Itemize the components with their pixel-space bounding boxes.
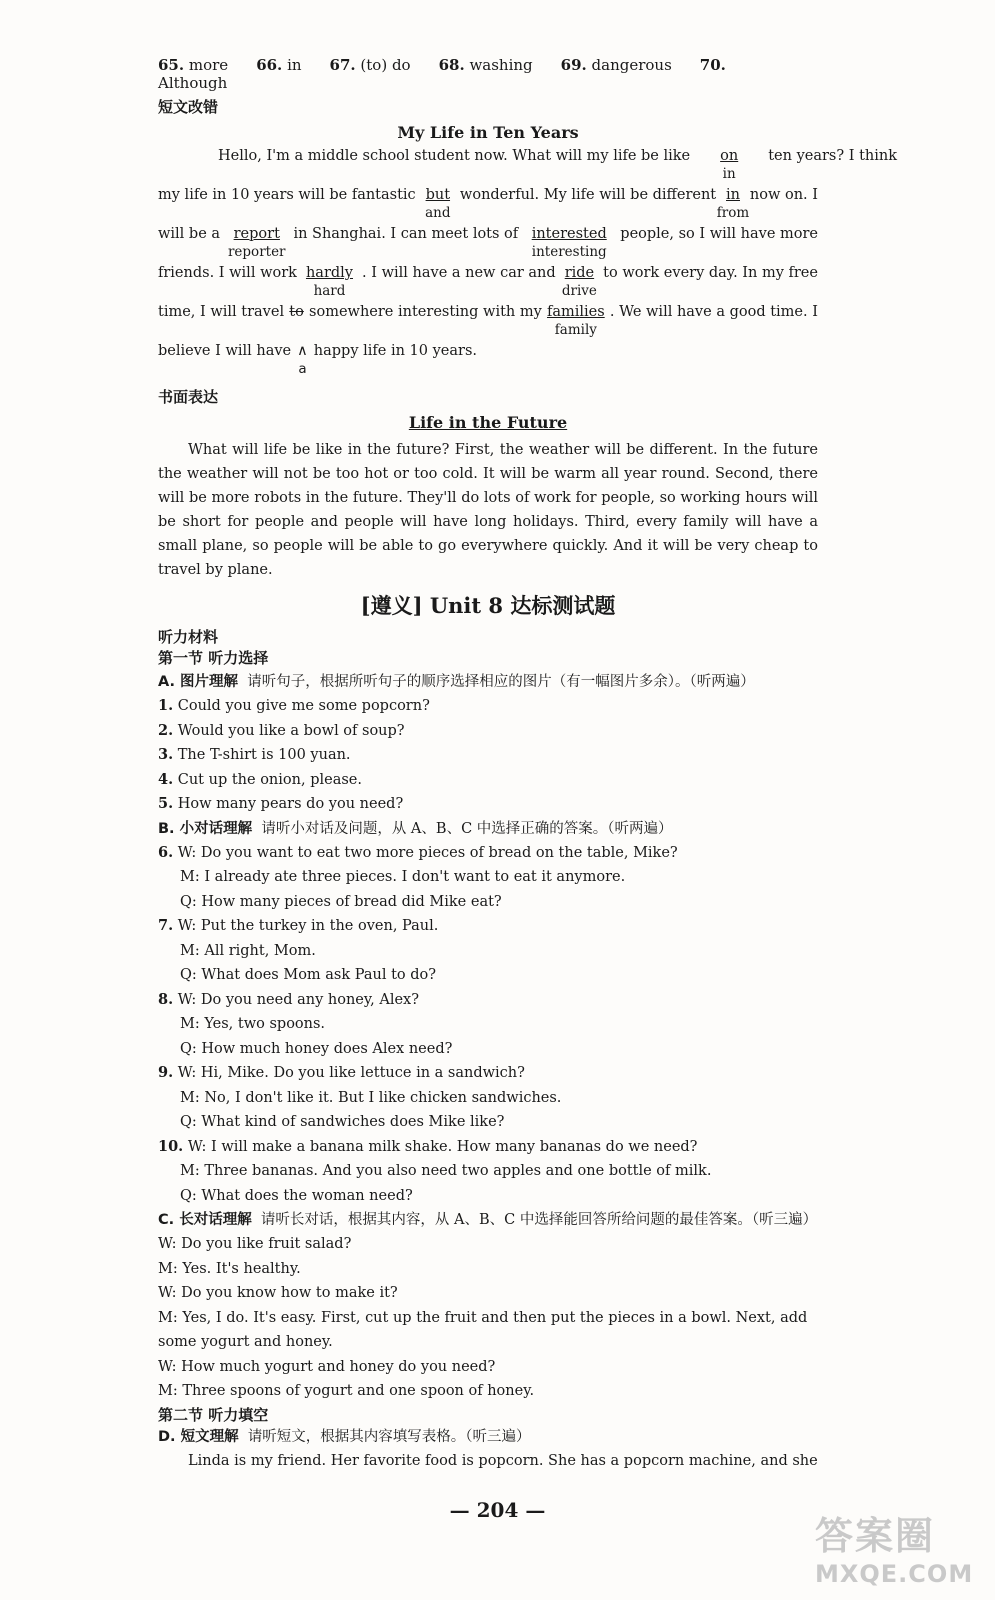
dialogue-line — [158, 1135, 818, 1160]
dialogue-line — [158, 890, 818, 915]
watermark-top: 答案圈 — [815, 1514, 936, 1558]
question-number: 6. — [158, 843, 174, 861]
part-d-instruction — [158, 1425, 818, 1449]
dialogue-line — [158, 1086, 818, 1111]
answer-number: 70. — [699, 56, 726, 74]
dialogue-text: Q: What does the woman need? — [180, 1187, 413, 1204]
text-segment: believe I will have — [158, 343, 292, 359]
question-number: 7. — [158, 917, 174, 934]
writing-body: What will life be like in the future? First, the weather will be different. In the future the weather will not be too hot or too cold. It will be warm all year round. Second, there will be more robots in the future. They'll do lots of work for people, so working hours will be short for people and people will have long holidays. Third, every family will have a small plane, so people will be able to go everywhere quickly. And it will be very cheap to travel by plane. — [158, 442, 818, 578]
dialogue-line — [158, 1037, 818, 1062]
text-segment: Hello, I'm a middle school student now. What will my life be like — [218, 148, 691, 164]
question-item — [158, 768, 818, 793]
text-segment: people, so I will have more — [620, 226, 818, 242]
dialogue-line — [158, 1012, 818, 1037]
part-a-instruction — [158, 670, 818, 694]
dialogue-line — [158, 1061, 818, 1086]
answer-text: dangerous — [586, 56, 672, 74]
dialogue-text: Q: What does Mom ask Paul to do? — [180, 967, 437, 983]
section2-header: 第二节 听力填空 — [158, 1405, 269, 1424]
question-number: 10. — [158, 1137, 184, 1155]
proof-line — [158, 187, 818, 226]
text-segment: now on. I — [749, 187, 818, 203]
answer-item — [256, 56, 315, 74]
dialogue-line: W: Do you like fruit salad? — [158, 1236, 352, 1252]
correction: in — [722, 166, 736, 182]
dialogue-line — [158, 841, 818, 866]
part-d-label: D. 短文理解 — [158, 1428, 239, 1445]
writing-header: 书面表达 — [158, 388, 219, 406]
dialogue-line — [158, 963, 818, 988]
question-number: 2. — [158, 721, 174, 739]
dialogue-text: M: Yes, two spoons. — [180, 1016, 326, 1032]
dialogue-text: M: All right, Mom. — [180, 942, 316, 959]
dialogue-line — [158, 939, 818, 964]
dialogue-line: W: Do you know how to make it? — [158, 1285, 398, 1301]
error-word: ride drive — [561, 265, 597, 299]
proof-line — [158, 304, 818, 343]
dialogue-text: W: Do you want to eat two more pieces of bread on the table, Mike? — [173, 844, 678, 861]
question-item — [158, 792, 818, 817]
answer-item — [439, 56, 547, 74]
part-b-label: B. 小对话理解 — [158, 820, 253, 837]
dialogue-text: Q: What kind of sandwiches does Mike like? — [180, 1114, 505, 1130]
text-segment: in Shanghai. I can meet lots of — [293, 226, 519, 242]
answer-number: 65. — [158, 56, 185, 74]
text-segment: . I will have a new car and — [362, 265, 556, 281]
dialogue-line — [158, 988, 818, 1013]
error-word: interested interesting — [531, 226, 607, 260]
part-d-desc: 请听短文，根据其内容填写表格。（听三遍） — [247, 1428, 531, 1445]
error-word: but and — [425, 187, 451, 221]
correction: from — [716, 205, 750, 221]
proofreading-passage — [158, 148, 898, 382]
correction: reporter — [227, 244, 286, 260]
dialogue-text: W: I will make a banana milk shake. How many bananas do we need? — [183, 1138, 698, 1155]
correction: drive — [561, 283, 597, 299]
text-segment: will be a — [158, 226, 221, 242]
part-a-items — [158, 694, 818, 817]
error-word: hardly hard — [305, 265, 353, 299]
dialogue-line — [158, 865, 818, 890]
question-item — [158, 694, 818, 719]
dialogue-line: W: How much yogurt and honey do you need? — [158, 1358, 496, 1375]
text-segment: friends. I will work — [158, 265, 297, 281]
answer-text: (to) do — [355, 56, 411, 74]
correction: a — [298, 361, 307, 377]
proofreading-header: 短文改错 — [158, 98, 219, 116]
dialogue-text: W: Do you need any honey, Alex? — [173, 991, 420, 1008]
text-segment: ten years? I think — [768, 148, 898, 164]
answer-text: washing — [464, 56, 533, 74]
deleted-word: to — [289, 304, 304, 320]
question-text: Could you give me some popcorn? — [173, 698, 430, 714]
question-item — [158, 719, 818, 744]
question-number: 5. — [158, 795, 174, 812]
dialogue-line — [158, 914, 818, 939]
text-segment: my life in 10 years will be fantastic — [158, 187, 416, 203]
answer-item — [158, 56, 242, 74]
part-b-items — [158, 841, 818, 1209]
part-b-desc: 请听小对话及问题，从 A、B、C 中选择正确的答案。（听两遍） — [261, 820, 673, 837]
dialogue-line: M: Yes. It's healthy. — [158, 1260, 301, 1277]
proof-line — [158, 343, 818, 382]
watermark-bottom: MXQE.COM — [815, 1560, 974, 1588]
question-text: Cut up the onion, please. — [173, 771, 362, 788]
insert-mark: ∧ a — [297, 343, 308, 377]
proof-line — [158, 265, 818, 304]
part-c-dialogue — [158, 1232, 818, 1404]
unit-title: [遵义] Unit 8 达标测试题 — [360, 593, 616, 618]
error-word: in from — [716, 187, 750, 221]
proofreading-title: My Life in Ten Years — [397, 123, 579, 142]
part-c-label: C. 长对话理解 — [158, 1212, 252, 1228]
answer-key-row — [158, 56, 818, 92]
text-segment: time, I will travel — [158, 304, 285, 320]
part-a-desc: 请听句子，根据所听句子的顺序选择相应的图片（有一幅图片多余）。（听两遍） — [247, 674, 755, 690]
error-word: on in — [690, 148, 738, 164]
correction: and — [425, 205, 451, 221]
answer-number: 66. — [256, 56, 283, 74]
question-number: 8. — [158, 990, 174, 1008]
text-segment: wonderful. My life will be different — [459, 187, 717, 203]
dialogue-line: M: Three spoons of yogurt and one spoon of honey. — [158, 1383, 535, 1399]
answer-number: 67. — [329, 56, 356, 74]
correction: hard — [313, 283, 346, 299]
text-segment: somewhere interesting with my — [309, 304, 542, 320]
question-number: 1. — [158, 697, 174, 714]
page-number: — 204 — — [449, 1498, 546, 1522]
answer-number: 69. — [560, 56, 587, 74]
dialogue-text: W: Put the turkey in the oven, Paul. — [173, 918, 439, 934]
answer-item — [561, 56, 686, 74]
dialogue-line — [158, 1110, 818, 1135]
error-word: families family — [547, 304, 605, 338]
dialogue-text: W: Hi, Mike. Do you like lettuce in a sandwich? — [173, 1065, 525, 1081]
correction: family — [554, 322, 597, 338]
writing-title: Life in the Future — [408, 413, 568, 432]
correction: interesting — [531, 244, 607, 260]
dialogue-line — [158, 1184, 818, 1209]
error-word: report reporter — [227, 226, 286, 260]
part-d-text: Linda is my friend. Her favorite food is popcorn. She has a popcorn machine, and she — [188, 1452, 818, 1469]
text-segment: to work every day. In my free — [603, 265, 818, 281]
proof-line — [158, 148, 898, 187]
question-number: 3. — [158, 746, 174, 763]
listening-header: 听力材料 — [158, 628, 219, 646]
question-number: 4. — [158, 770, 174, 788]
watermark-logo — [815, 1505, 985, 1590]
dialogue-text: M: No, I don't like it. But I like chicken sandwiches. — [180, 1089, 562, 1106]
section1-header: 第一节 听力选择 — [158, 649, 269, 667]
page-content — [158, 56, 898, 1473]
answer-text: Although — [158, 74, 228, 92]
question-text: The T-shirt is 100 yuan. — [173, 747, 351, 763]
answer-text: in — [282, 56, 302, 74]
text-segment: . We will have a good time. I — [609, 304, 818, 320]
answer-number: 68. — [438, 56, 465, 74]
dialogue-text: Q: How many pieces of bread did Mike eat? — [180, 893, 502, 910]
dialogue-text: M: Three bananas. And you also need two apples and one bottle of milk. — [180, 1163, 712, 1179]
dialogue-line — [158, 1159, 818, 1184]
dialogue-text: M: I already ate three pieces. I don't want to eat it anymore. — [180, 869, 626, 885]
part-b-instruction — [158, 817, 818, 841]
question-text: Would you like a bowl of soup? — [173, 722, 405, 739]
dialogue-text: Q: How much honey does Alex need? — [180, 1040, 453, 1057]
part-c-instruction — [158, 1208, 818, 1232]
question-item — [158, 743, 818, 768]
part-c-desc: 请听长对话，根据其内容，从 A、B、C 中选择能回答所给问题的最佳答案。（听三遍） — [260, 1212, 818, 1228]
answer-text: more — [184, 56, 229, 74]
part-a-label: A. 图片理解 — [158, 674, 239, 690]
proof-line — [158, 226, 818, 265]
question-number: 9. — [158, 1064, 174, 1081]
dialogue-line: M: Yes, I do. It's easy. First, cut up the fruit and then put the pieces in a bowl. Next, add some yogurt and honey. — [158, 1309, 808, 1350]
question-text: How many pears do you need? — [173, 796, 404, 812]
answer-item — [330, 56, 425, 74]
text-segment: happy life in 10 years. — [313, 343, 477, 359]
